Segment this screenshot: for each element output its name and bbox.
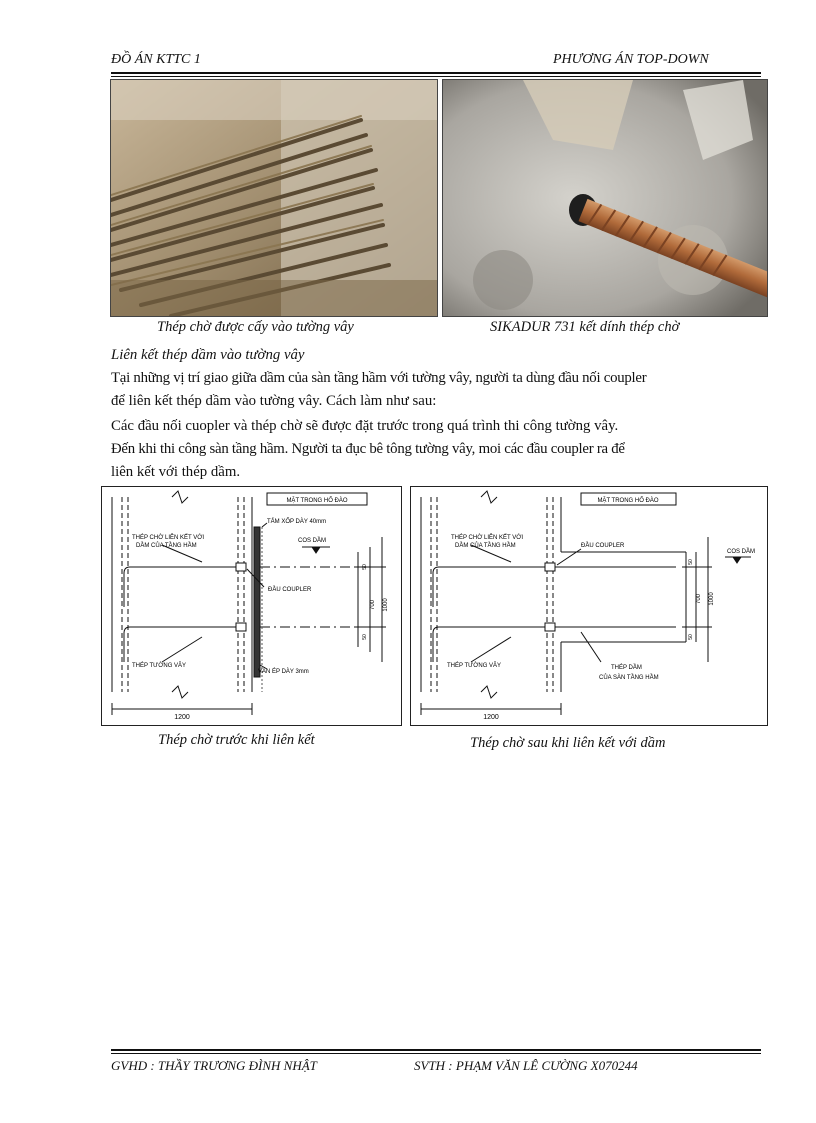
drawing-left-level-label: COS DẦM — [298, 538, 327, 544]
section-heading: Liên kết thép dầm vào tường vây — [111, 347, 305, 363]
drawing-left-coupler-label: ĐẦU COUPLER — [268, 587, 312, 593]
drawing-right-dim-1000: 1000 — [709, 592, 715, 606]
drawing-right-wall-steel-label: THÉP TƯỜNG VÂY — [447, 663, 502, 669]
drawing-right-coupler-label: ĐẦU COUPLER — [581, 543, 625, 549]
drawing-right-dim-bottom: 1200 — [483, 714, 499, 721]
drawing-right-title: MẶT TRONG HỐ ĐÀO — [597, 498, 659, 504]
drawing-left-wall-steel-label: THÉP TƯỜNG VÂY — [132, 663, 187, 669]
drawing-right-level-label: COS DẦM — [727, 549, 756, 555]
paragraph-3-line-2: liên kết với thép dầm. — [111, 464, 241, 480]
drawing-right-beam-steel-label-2: CỦA SÀN TẦNG HẦM — [599, 675, 659, 681]
drawing-before-connection — [101, 486, 402, 726]
drawing-left-anchor-label-2: DẦM CỦA TẦNG HẦM — [136, 543, 197, 549]
drawing-left-anchor-label: THÉP CHỜ LIÊN KẾT VỚI — [132, 535, 205, 541]
paragraph-2: Các đầu nối cuopler và thép chờ sẽ được đặt trước trong quá trình thi công tường vây. — [111, 418, 619, 434]
drawing-right-anchor-label-2: DẦM CỦA TẦNG HẦM — [455, 543, 516, 549]
header-rule — [111, 72, 761, 74]
paragraph-1-line-2: để liên kết thép dầm vào tường vây. Cách làm như sau: — [111, 393, 437, 409]
paragraph-3-line-1: Đến khi thi công sàn tầng hầm. Người ta đục bê tông tường vây, moi các đầu coupler ra để — [111, 441, 625, 457]
photo-sikadur-bond — [442, 79, 768, 317]
header-rule-thin — [111, 76, 761, 77]
drawing-left-plate-label: VÁN ÉP DÀY 3mm — [258, 669, 309, 675]
photo-right-caption: SIKADUR 731 kết dính thép chờ — [490, 319, 680, 335]
drawing-right-anchor-label: THÉP CHỜ LIÊN KẾT VỚI — [451, 535, 524, 541]
footer-rule-thin — [111, 1053, 761, 1054]
footer-right: SVTH : PHẠM VĂN LÊ CƯỜNG X070244 — [414, 1058, 638, 1073]
drawing-right-dim-b: 50 — [688, 634, 694, 640]
header-left: ĐỒ ÁN KTTC 1 — [111, 52, 201, 67]
drawing-left-title: MẶT TRONG HỐ ĐÀO — [286, 498, 348, 504]
paragraph-1-line-1: Tại những vị trí giao giữa dầm của sàn tầng hầm với tường vây, người ta dùng đầu nối coupler — [111, 370, 647, 386]
drawing-right-caption: Thép chờ sau khi liên kết với dầm — [470, 735, 666, 751]
drawing-left-dim-b: 50 — [362, 634, 368, 640]
drawing-left-dim-1000: 1000 — [383, 598, 389, 612]
footer-left: GVHD : THẦY TRƯƠNG ĐÌNH NHẬT — [111, 1058, 317, 1073]
photo-left-caption: Thép chờ được cấy vào tường vây — [157, 319, 354, 335]
drawing-after-connection — [410, 486, 768, 726]
drawing-left-dim-700: 700 — [370, 599, 376, 611]
drawing-right-dim-700: 700 — [696, 593, 702, 605]
drawing-left-dim-a: 50 — [362, 564, 368, 570]
drawing-right-dim-a: 50 — [688, 559, 694, 565]
photo-rebar-anchored — [110, 79, 438, 317]
drawing-right-beam-steel-label: THÉP DẦM — [611, 665, 642, 671]
drawing-left-foam-label: TẤM XỐP DÀY 40mm — [267, 519, 327, 525]
header-right: PHƯƠNG ÁN TOP-DOWN — [553, 52, 709, 67]
drawing-left-caption: Thép chờ trước khi liên kết — [158, 732, 315, 748]
drawing-left-dim-bottom: 1200 — [174, 714, 190, 721]
footer-rule — [111, 1049, 761, 1051]
